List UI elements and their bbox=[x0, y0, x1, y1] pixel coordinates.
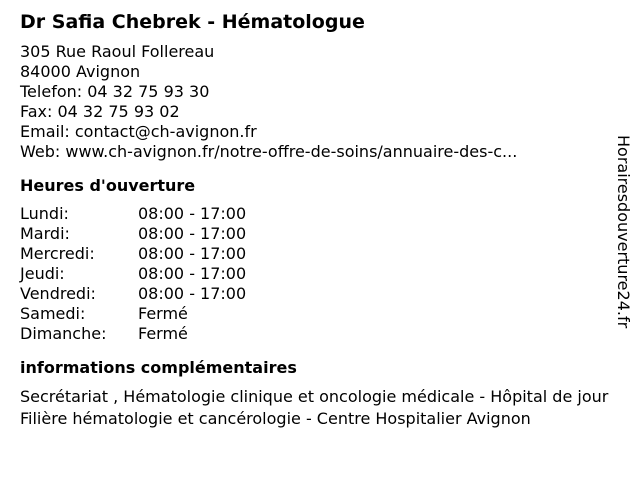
hours-day: Samedi: bbox=[20, 304, 86, 323]
hours-row bbox=[20, 224, 620, 244]
website-url: Web: www.ch-avignon.fr/notre-offre-de-soins/annuaire-des-c... bbox=[20, 142, 518, 161]
email-address: Email: contact@ch-avignon.fr bbox=[20, 122, 257, 141]
hours-row bbox=[20, 304, 620, 324]
hours-heading: Heures d'ouverture bbox=[20, 176, 196, 195]
address-city: 84000 Avignon bbox=[20, 62, 141, 81]
fax-number: Fax: 04 32 75 93 02 bbox=[20, 102, 180, 121]
contact-block bbox=[20, 42, 620, 162]
business-card bbox=[20, 10, 620, 430]
hours-day: Mardi: bbox=[20, 224, 70, 243]
hours-row bbox=[20, 244, 620, 264]
hours-day: Lundi: bbox=[20, 204, 69, 223]
hours-time: 08:00 - 17:00 bbox=[138, 284, 247, 303]
info-text: Secrétariat , Hématologie clinique et oncologie médicale - Hôpital de jour Filière hématologie et cancérologie - Centre Hospitalier Avignon bbox=[20, 387, 609, 428]
hours-row bbox=[20, 284, 620, 304]
hours-time: Fermé bbox=[138, 304, 188, 323]
phone-number: Telefon: 04 32 75 93 30 bbox=[20, 82, 210, 101]
hours-day: Dimanche: bbox=[20, 324, 107, 343]
hours-row bbox=[20, 324, 620, 344]
page-title: Dr Safia Chebrek - Hématologue bbox=[20, 11, 365, 33]
hours-time: 08:00 - 17:00 bbox=[138, 244, 247, 263]
hours-time: 08:00 - 17:00 bbox=[138, 204, 247, 223]
hours-day: Mercredi: bbox=[20, 244, 95, 263]
brand-watermark: Horairesdouverture24.fr bbox=[614, 135, 633, 329]
hours-day: Vendredi: bbox=[20, 284, 96, 303]
hours-row bbox=[20, 204, 620, 224]
hours-row bbox=[20, 264, 620, 284]
hours-day: Jeudi: bbox=[20, 264, 65, 283]
hours-time: Fermé bbox=[138, 324, 188, 343]
hours-time: 08:00 - 17:00 bbox=[138, 224, 247, 243]
opening-hours-table bbox=[20, 204, 620, 344]
address-street: 305 Rue Raoul Follereau bbox=[20, 42, 215, 61]
hours-time: 08:00 - 17:00 bbox=[138, 264, 247, 283]
info-heading: informations complémentaires bbox=[20, 358, 297, 377]
